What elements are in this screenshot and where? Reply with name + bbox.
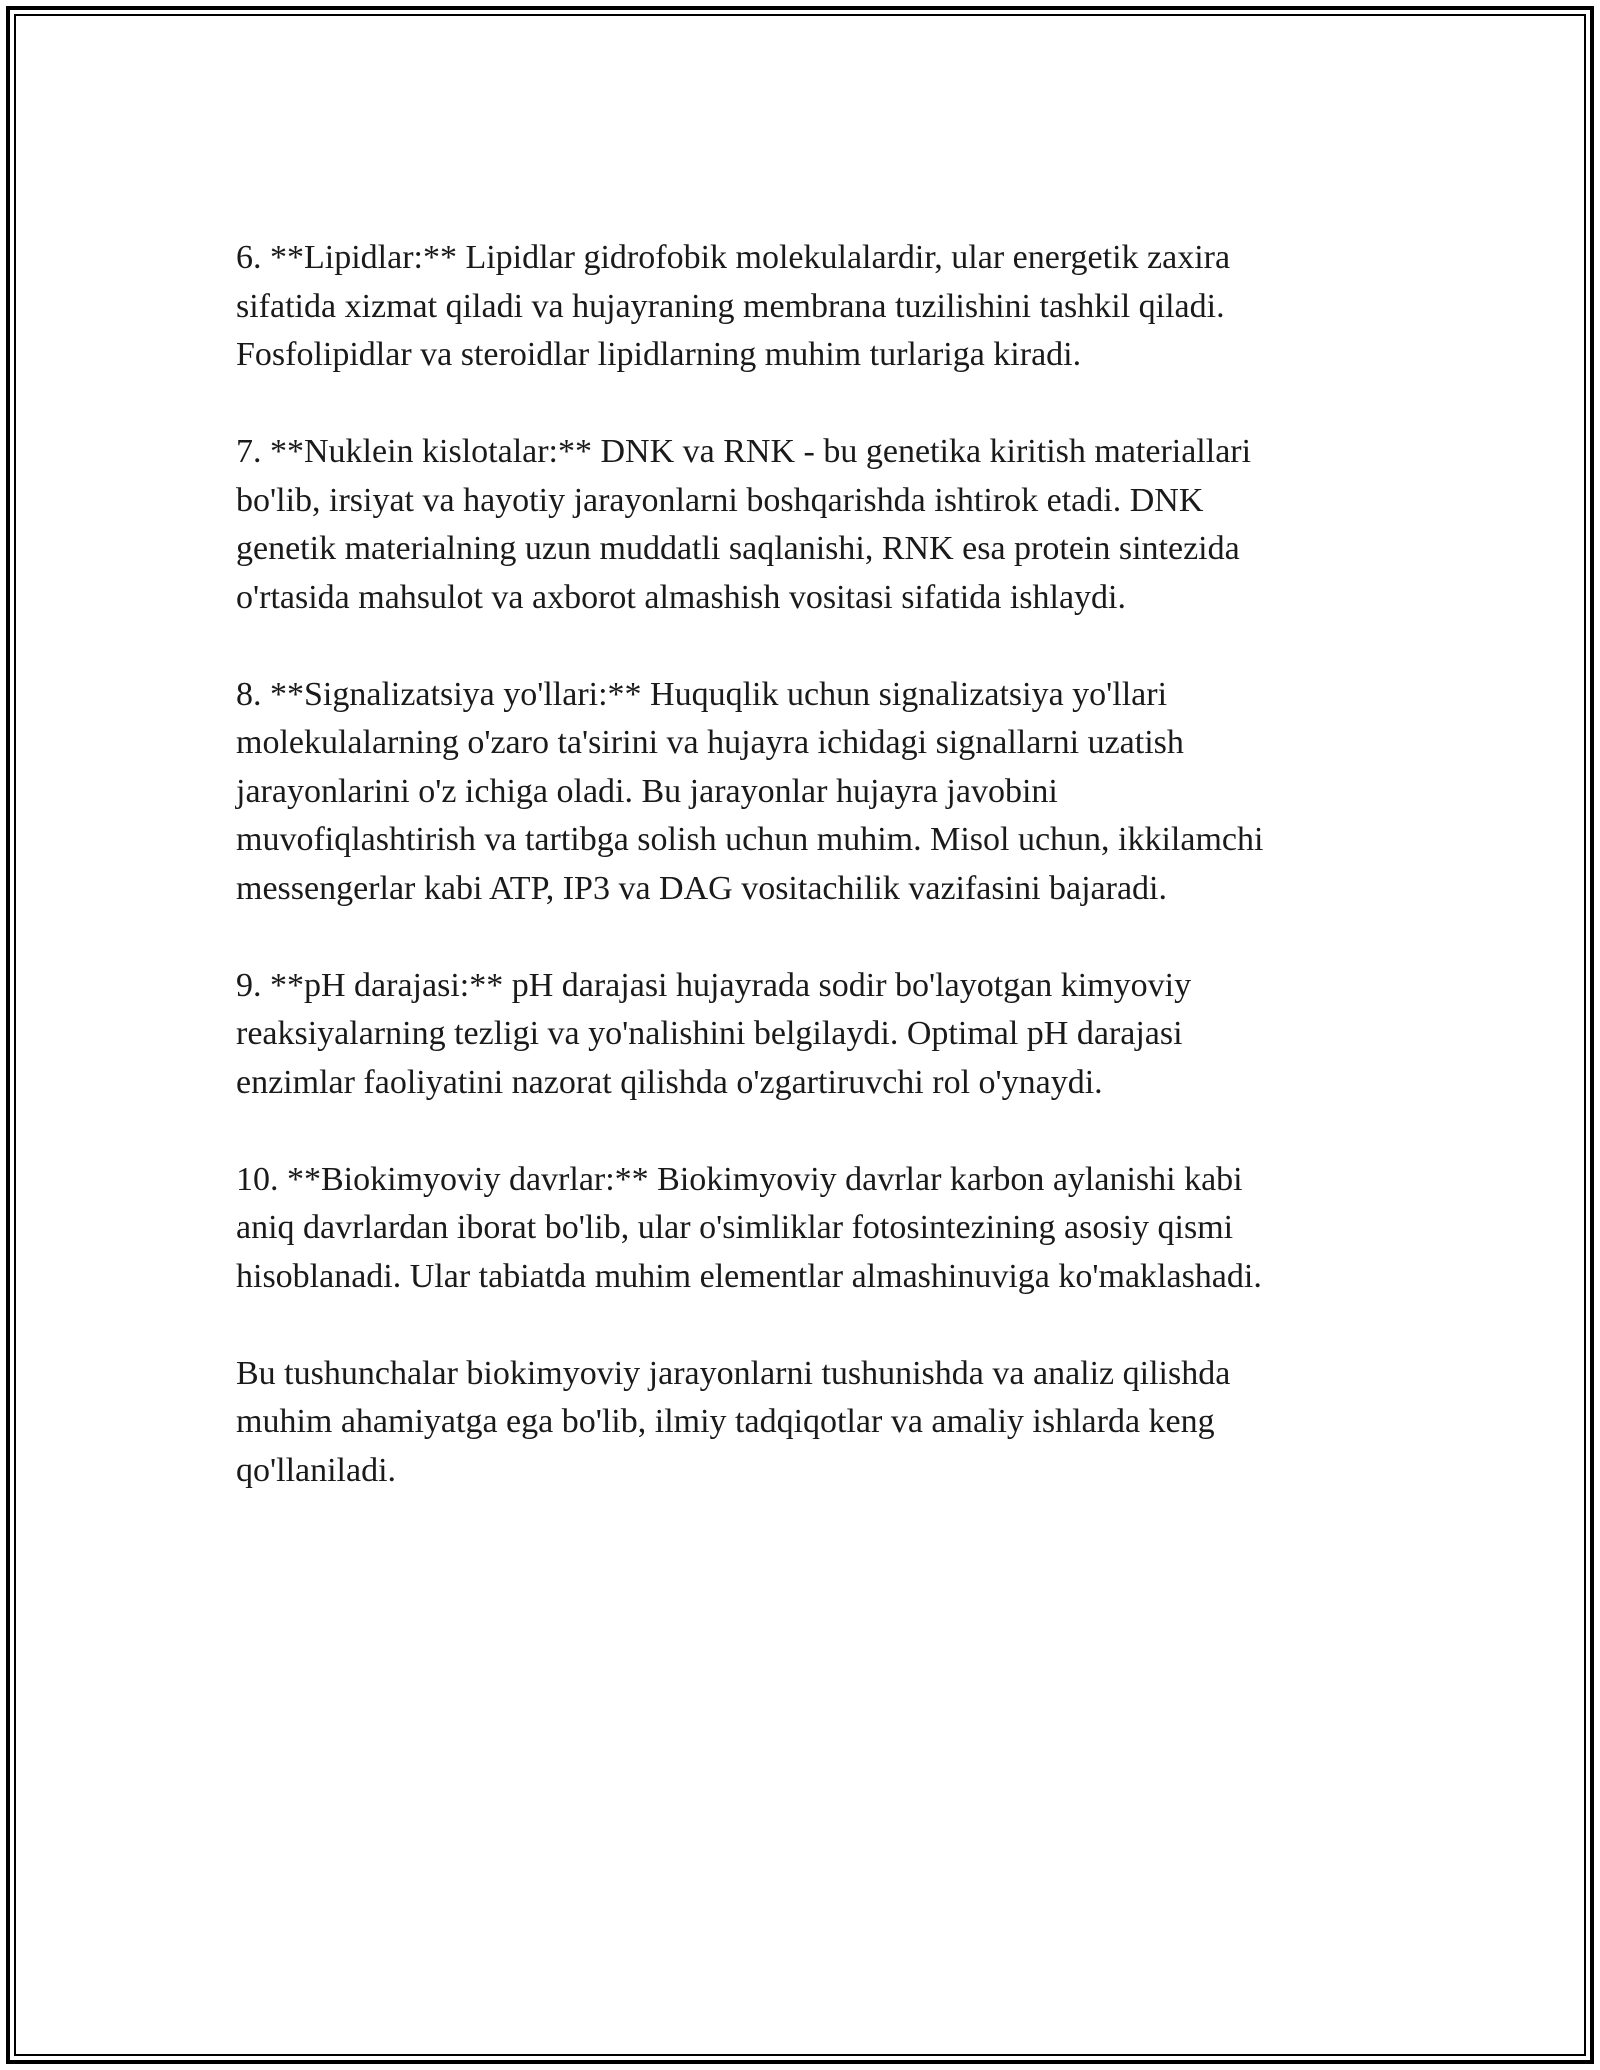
text-line: 6. **Lipidlar:** Lipidlar gidrofobik molekulalardir, ular energetik zaxira <box>236 239 1231 276</box>
text-line: 9. **pH darajasi:** pH darajasi hujayrada sodir bo'layotgan kimyoviy <box>236 966 1192 1004</box>
text-line: o'rtasida mahsulot va axborot almashish vositasi sifatida ishlaydi. <box>236 578 1126 616</box>
paragraph-biochemical-cycles <box>236 1156 1356 1302</box>
text-line: 7. **Nuklein kislotalar:** DNK va RNK - bu genetika kiritish materiallari <box>236 433 1252 470</box>
text-line: hisoblanadi. Ular tabiatda muhim elementlar almashinuviga ko'maklashadi. <box>236 1257 1262 1295</box>
text-line: Bu tushunchalar biokimyoviy jarayonlarni tushunishda va analiz qilishda <box>236 1354 1231 1392</box>
text-line: aniq davrlardan iborat bo'lib, ular o'simliklar fotosintezining asosiy qismi <box>236 1209 1234 1246</box>
text-line: genetik materialning uzun muddatli saqlanishi, RNK esa protein sintezida <box>236 530 1240 567</box>
text-line: sifatida xizmat qiladi va hujayraning membrana tuzilishini tashkil qiladi. <box>236 287 1225 325</box>
paragraph-nucleic-acids <box>236 428 1356 622</box>
text-line: muhim ahamiyatga ega bo'lib, ilmiy tadqiqotlar va amaliy ishlarda keng <box>236 1403 1215 1440</box>
text-line: muvofiqlashtirish va tartibga solish uchun muhim. Misol uchun, ikkilamchi <box>236 821 1264 858</box>
text-line: jarayonlarini o'z ichiga oladi. Bu jarayonlar hujayra javobini <box>236 772 1058 810</box>
paragraph-lipids <box>236 234 1356 380</box>
text-line: qo'llaniladi. <box>236 1451 397 1489</box>
paragraph-ph-level <box>236 962 1356 1108</box>
paragraph-conclusion <box>236 1350 1356 1496</box>
paragraph-signaling-pathways <box>236 671 1356 914</box>
text-line: 8. **Signalizatsiya yo'llari:** Huquqlik uchun signalizatsiya yo'llari <box>236 675 1168 713</box>
text-line: reaksiyalarning tezligi va yo'nalishini belgilaydi. Optimal pH darajasi <box>236 1015 1183 1052</box>
text-line: messengerlar kabi ATP, IP3 va DAG vositachilik vazifasini bajaradi. <box>236 869 1167 907</box>
text-line: 10. **Biokimyoviy davrlar:** Biokimyoviy davrlar karbon aylanishi kabi <box>236 1160 1243 1198</box>
text-line: bo'lib, irsiyat va hayotiy jarayonlarni boshqarishda ishtirok etadi. DNK <box>236 481 1204 519</box>
text-line: Fosfolipidlar va steroidlar lipidlarning muhim turlariga kiradi. <box>236 336 1082 373</box>
text-line: molekulalarning o'zaro ta'sirini va hujayra ichidagi signallarni uzatish <box>236 724 1184 761</box>
text-line: enzimlar faoliyatini nazorat qilishda o'zgartiruvchi rol o'ynaydi. <box>236 1063 1103 1101</box>
document-body <box>236 234 1356 1544</box>
